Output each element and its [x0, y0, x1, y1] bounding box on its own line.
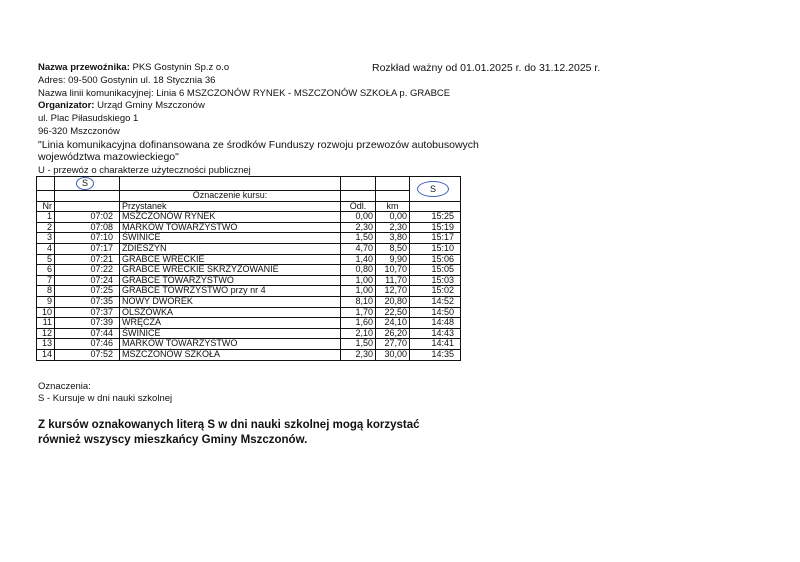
distance-total: 0,00: [376, 212, 410, 223]
course-mark-right: [410, 177, 461, 202]
stop-name: MARKÓW TOWARZYSTWO: [120, 222, 341, 233]
departure-time: 07:02: [55, 212, 120, 223]
stop-name: GRABCE WRECKIE: [120, 254, 341, 265]
distance-segment: 2,10: [341, 328, 376, 339]
stop-name: GRABCE TOWRZYSTWO przy nr 4: [120, 286, 341, 297]
distance-total: 3,80: [376, 233, 410, 244]
table-row: [37, 265, 461, 276]
u-note: U - przewóz o charakterze użyteczności publicznej: [38, 165, 251, 176]
stop-number: 12: [37, 328, 55, 339]
distance-segment: 1,50: [341, 339, 376, 350]
carrier-value: PKS Gostynin Sp.z o.o: [132, 62, 230, 73]
table-row: [37, 349, 461, 360]
distance-total: 12,70: [376, 286, 410, 297]
table-row: [37, 275, 461, 286]
return-time: 14:35: [410, 349, 461, 360]
stop-number: 3: [37, 233, 55, 244]
course-label: Oznaczenie kursu:: [120, 191, 341, 202]
departure-time: 07:52: [55, 349, 120, 360]
distance-segment: 4,70: [341, 243, 376, 254]
note-line-1: Z kursów oznakowanych literą S w dni nauki szkolnej mogą korzystać: [38, 419, 420, 431]
return-time: 15:06: [410, 254, 461, 265]
distance-total: 11,70: [376, 275, 410, 286]
stop-number: 4: [37, 243, 55, 254]
stop-number: 5: [37, 254, 55, 265]
header-cell-blank: [341, 191, 376, 202]
stop-number: 11: [37, 318, 55, 329]
stop-name: GRABCE TOWARZYSTWO: [120, 275, 341, 286]
distance-total: 26,20: [376, 328, 410, 339]
street-text: ul. Plac Piłasudskiego 1: [38, 113, 139, 124]
address-text: Adres: 09-500 Gostynin ul. 18 Stycznia 36: [38, 75, 216, 86]
stop-name: ŚWINICE: [120, 233, 341, 244]
departure-time: 07:37: [55, 307, 120, 318]
return-time: 15:10: [410, 243, 461, 254]
distance-total: 22,50: [376, 307, 410, 318]
stop-name: ŚWINICE: [120, 328, 341, 339]
validity-text: Rozkład ważny od 01.01.2025 r. do 31.12.2025 r.: [372, 62, 601, 74]
departure-time: 07:35: [55, 296, 120, 307]
distance-segment: 1,60: [341, 318, 376, 329]
carrier-line: [38, 62, 229, 73]
distance-total: 8,50: [376, 243, 410, 254]
stop-name: OLSZÓWKA: [120, 307, 341, 318]
distance-total: 9,90: [376, 254, 410, 265]
departure-time: 07:22: [55, 265, 120, 276]
departure-time: 07:46: [55, 339, 120, 350]
header-cell-blank: [376, 191, 410, 202]
city-text: 96-320 Mszczonów: [38, 126, 120, 137]
distance-total: 27,70: [376, 339, 410, 350]
table-row: [37, 339, 461, 350]
carrier-label: Nazwa przewoźnika:: [38, 62, 130, 73]
table-row: [37, 243, 461, 254]
stop-name: MSZCZONÓW SZKOŁA: [120, 349, 341, 360]
return-time: 14:48: [410, 318, 461, 329]
distance-segment: 2,30: [341, 222, 376, 233]
stop-number: 2: [37, 222, 55, 233]
departure-time: 07:39: [55, 318, 120, 329]
return-time: 14:50: [410, 307, 461, 318]
return-time: 15:05: [410, 265, 461, 276]
distance-segment: 8,10: [341, 296, 376, 307]
header-cell-blank: [376, 177, 410, 191]
departure-time: 07:17: [55, 243, 120, 254]
table-header-row-1: [37, 177, 461, 191]
stop-number: 7: [37, 275, 55, 286]
distance-segment: 1,00: [341, 275, 376, 286]
organizer-value: Urząd Gminy Mszczonów: [97, 100, 205, 111]
distance-segment: 1,50: [341, 233, 376, 244]
header-cell-blank: [55, 191, 120, 202]
table-row: [37, 212, 461, 223]
stop-name: MSZCZONÓW RYNEK: [120, 212, 341, 223]
course-mark-left: [55, 177, 120, 191]
distance-total: 24,10: [376, 318, 410, 329]
table-row: [37, 328, 461, 339]
stop-name: NOWY DWOREK: [120, 296, 341, 307]
distance-segment: 0,80: [341, 265, 376, 276]
table-row: [37, 254, 461, 265]
distance-total: 30,00: [376, 349, 410, 360]
departure-time: 07:25: [55, 286, 120, 297]
stop-name: MARKÓW TOWARZYSTWO: [120, 339, 341, 350]
stop-number: 13: [37, 339, 55, 350]
table-header-row-3: [37, 201, 461, 212]
table-row: [37, 222, 461, 233]
header-cell-blank: [37, 177, 55, 191]
course-s-circle-left: S: [76, 177, 94, 190]
legend-item: S - Kursuje w dni nauki szkolnej: [38, 393, 173, 404]
distance-segment: 1,70: [341, 307, 376, 318]
table-row: [37, 233, 461, 244]
distance-segment: 1,00: [341, 286, 376, 297]
distance-segment: 2,30: [341, 349, 376, 360]
stop-number: 1: [37, 212, 55, 223]
return-time: 15:02: [410, 286, 461, 297]
departure-time: 07:10: [55, 233, 120, 244]
stop-number: 10: [37, 307, 55, 318]
return-time: 14:52: [410, 296, 461, 307]
header-cell-blank: [410, 201, 461, 212]
course-s-circle-right: S: [417, 181, 449, 197]
table-header-row-2: [37, 191, 461, 202]
stop-name: ZDIESZYN: [120, 243, 341, 254]
return-time: 14:43: [410, 328, 461, 339]
stop-number: 9: [37, 296, 55, 307]
stop-number: 8: [37, 286, 55, 297]
organizer-label: Organizator:: [38, 100, 95, 111]
legend-title: Oznaczenia:: [38, 381, 91, 392]
departure-time: 07:44: [55, 328, 120, 339]
return-time: 15:17: [410, 233, 461, 244]
header-cell-blank: [120, 177, 341, 191]
table-row: [37, 286, 461, 297]
return-time: 15:19: [410, 222, 461, 233]
col-km-header: km: [376, 201, 410, 212]
distance-segment: 1,40: [341, 254, 376, 265]
return-time: 15:03: [410, 275, 461, 286]
stop-number: 14: [37, 349, 55, 360]
col-nr-header: Nr: [37, 201, 55, 212]
col-stop-header: Przystanek: [120, 201, 341, 212]
organizer-line: [38, 100, 205, 111]
table-row: [37, 318, 461, 329]
return-time: 15:25: [410, 212, 461, 223]
note-line-2: również wszyscy mieszkańcy Gminy Mszczonów.: [38, 434, 308, 446]
stop-name: WRĘCZA: [120, 318, 341, 329]
departure-time: 07:21: [55, 254, 120, 265]
stop-number: 6: [37, 265, 55, 276]
departure-time: 07:24: [55, 275, 120, 286]
header-cell-blank: [55, 201, 120, 212]
line-name-text: Nazwa linii komunikacyjnej: Linia 6 MSZCZONÓW RYNEK - MSZCZONÓW SZKOŁA p. GRABCE: [38, 88, 451, 99]
header-cell-blank: [37, 191, 55, 202]
distance-total: 2,30: [376, 222, 410, 233]
table-row: [37, 307, 461, 318]
departure-time: 07:08: [55, 222, 120, 233]
return-time: 14:41: [410, 339, 461, 350]
table-row: [37, 296, 461, 307]
distance-segment: 0,00: [341, 212, 376, 223]
timetable: [36, 176, 461, 361]
distance-total: 10,70: [376, 265, 410, 276]
distance-total: 20,80: [376, 296, 410, 307]
stop-name: GRABCE WRECKIE SKRZYŻOWANIE: [120, 265, 341, 276]
header-cell-blank: [341, 177, 376, 191]
funding-note: "Linia komunikacyjna dofinansowana ze środków Funduszy rozwoju przewozów autobusowych województwa mazowieckiego": [38, 139, 479, 163]
col-odl-header: Odl.: [341, 201, 376, 212]
